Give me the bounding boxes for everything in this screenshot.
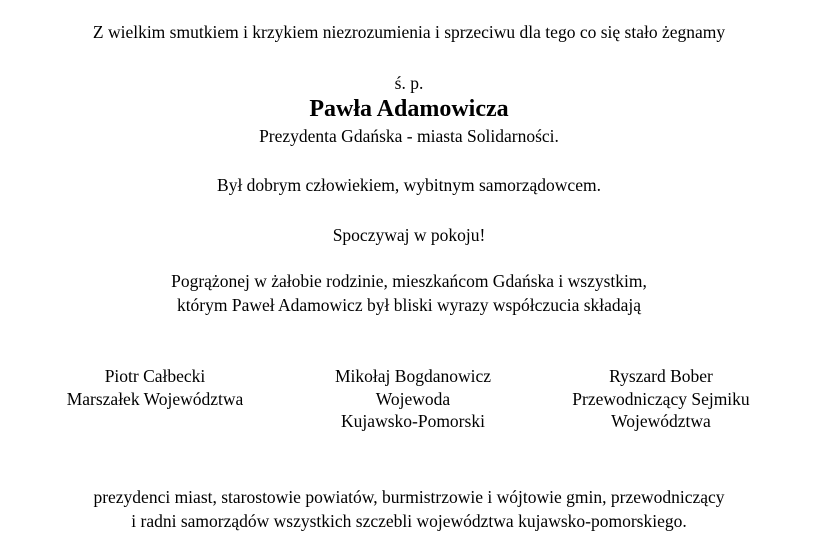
deceased-name: Pawła Adamowicza	[309, 96, 509, 122]
tribute-text: Był dobrym człowiekiem, wybitnym samorządowcem.	[217, 175, 601, 195]
sp-abbreviation: ś. p.	[394, 73, 424, 93]
signatory-2	[278, 365, 548, 433]
signatory-name: Ryszard Bober	[609, 366, 713, 386]
condolence-line-1: Pogrążonej w żałobie rodzinie, mieszkańcom Gdańska i wszystkim,	[171, 271, 647, 291]
farewell-text: Spoczywaj w pokoju!	[332, 225, 486, 245]
intro-text: Z wielkim smutkiem i krzykiem niezrozumienia i sprzeciwu dla tego co się stało żegnamy	[92, 22, 726, 42]
signatory-role: Kujawsko-Pomorski	[341, 411, 485, 431]
signatory-role: Województwa	[611, 411, 711, 431]
deceased-title: Prezydenta Gdańska - miasta Solidarności.	[259, 126, 559, 146]
signatory-3	[531, 365, 791, 433]
condolence-line-2: którym Paweł Adamowicz był bliski wyrazy współczucia składają	[176, 295, 642, 315]
closing-line-1: prezydenci miast, starostowie powiatów, burmistrzowie i wójtowie gmin, przewodniczący	[93, 487, 725, 507]
signatory-1	[20, 365, 290, 410]
signatory-name: Piotr Całbecki	[104, 366, 206, 386]
closing-line-2: i radni samorządów wszystkich szczebli województwa kujawsko-pomorskiego.	[131, 511, 687, 531]
signatory-name: Mikołaj Bogdanowicz	[334, 366, 491, 386]
signatory-role: Wojewoda	[375, 388, 451, 409]
signatory-role: Przewodniczący Sejmiku	[572, 388, 750, 409]
signatory-role: Marszałek Województwa	[66, 388, 244, 409]
